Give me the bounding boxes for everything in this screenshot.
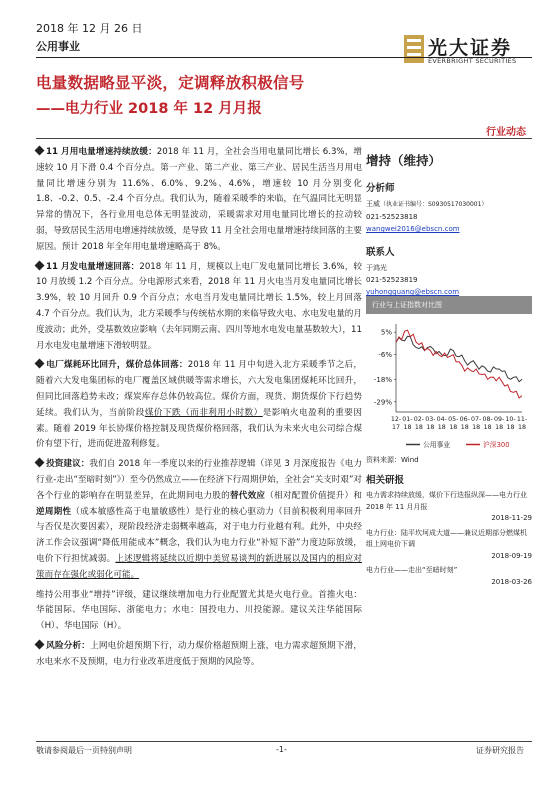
paragraph-power-consumption — [36, 145, 362, 256]
related-date: 2018-03-26 — [491, 577, 532, 586]
bullet-diamond-icon — [35, 260, 45, 270]
paragraph-text: 2018 年 11 月中旬进入北方采暖季节之后，随着六大发电集团标的电厂覆盖区域供暖等需求增长，六大发电集团煤耗环比回升，但同比回落趋势未改；煤炭库存总体仍较高位。煤价方面，现货、期货煤价下行趋势延续。我们认为，当前阶段 — [36, 360, 362, 418]
page-title: 电量数据略显平淡，定调释放积极信号 — [36, 74, 305, 92]
related-item[interactable] — [366, 565, 532, 588]
related-heading: 相关研报 — [366, 475, 405, 486]
related-title: 电力行业：陆平坎坷成大道——兼议近期部分燃煤机组上网电价下调 — [366, 528, 527, 548]
chart-x-tick-label: 05- — [448, 416, 459, 423]
related-date: 2018-09-19 — [491, 551, 532, 560]
analyst-name: 王威 — [366, 200, 380, 208]
related-item[interactable] — [366, 490, 532, 525]
chart-y-tick-label: 5% — [380, 328, 392, 337]
paragraph-lead: 电厂煤耗环比回升，煤价总体回落： — [46, 360, 188, 371]
page-number: -1- — [276, 745, 287, 754]
logo-text-cn: 光大证券 — [428, 37, 513, 59]
chart-x-tick-label: 18 — [483, 424, 492, 431]
logo-mark-icon — [404, 35, 424, 63]
contact-email-link[interactable]: yuhongguang@ebscn.com — [366, 288, 460, 296]
chart-x-tick-label: 18 — [506, 424, 515, 431]
chart-x-tick-label: 18 — [426, 424, 435, 431]
chart-x-tick-label: 12- — [390, 416, 402, 423]
analyst-phone: 021-52523818 — [366, 213, 418, 221]
footer-report-type: 证券研究报告 — [476, 746, 524, 755]
related-date: 2018-11-29 — [491, 514, 532, 522]
chart-title: 行业与上证指数对比图 — [366, 296, 532, 314]
bullet-diamond-icon — [35, 359, 45, 369]
paragraph-power-generation — [36, 260, 362, 355]
bullet-diamond-icon — [35, 146, 45, 156]
bullet-diamond-icon — [35, 458, 45, 468]
analyst-block — [366, 180, 532, 235]
chart-x-tick-label: 17 — [391, 424, 401, 431]
contact-block — [366, 244, 532, 298]
chart-series-line — [396, 330, 522, 398]
paragraph-text: 是影响火电盈利的重要因素。随着 2019 年长协煤价格控制及现货煤价格回落，我们认为未来火电公司综合煤价有望下行，进而促进盈利修复。 — [36, 407, 362, 450]
report-type-tag: 行业动态 — [486, 127, 526, 138]
report-body — [36, 145, 362, 675]
rating: 增持（维持） — [366, 153, 442, 168]
chart-x-tick-label: 11- — [516, 416, 528, 423]
paragraph-coal — [36, 358, 362, 453]
chart-source: 资料来源：Wind — [366, 456, 419, 464]
title-divider — [36, 138, 532, 139]
paragraph-text: 维持公用事业“增持”评级，建议继续增加电力行业配置尤其是火电行业。首推火电：华能国际、华电国际、浙能电力；水电：国投电力、川投能源。建议关注华能国际（H）、华电国际（H）。 — [36, 589, 362, 632]
analyst-cert: （执业证书编号：S0930517030001） — [380, 201, 488, 208]
chart-legend-label: 沪深300 — [483, 441, 510, 449]
bullet-diamond-icon — [35, 639, 45, 649]
analyst-line — [366, 198, 532, 211]
header-divider — [36, 57, 532, 58]
chart-x-tick-label: 02- — [413, 416, 425, 423]
bold-text: 逆周期性 — [36, 506, 72, 517]
chart-x-tick-label: 18 — [517, 424, 527, 431]
chart-x-tick-label: 18 — [403, 424, 412, 431]
related-item[interactable] — [366, 528, 532, 563]
paragraph-text: 上网电价超预期下行，动力煤价格超预期上涨，电力需求超预期下滑，水电来水不及预期，电力行业改革进度低于预期的风险等。 — [36, 640, 362, 667]
chart-x-tick-label: 18 — [472, 424, 481, 431]
report-date: 2018 年 12 月 26 日 — [36, 22, 143, 35]
chart-x-tick-label: 08- — [482, 416, 493, 423]
contact-name: 于鸿光 — [366, 264, 387, 272]
comparison-chart — [366, 296, 532, 454]
underlined-text: 煤价下跌（而非利用小时数） — [144, 407, 263, 418]
paragraph-rating — [36, 588, 362, 635]
paragraph-text: （成本敏感性高于电量敏感性）是行业的核心驱动力（目前积极利用率回升与否仅是次要因素），现阶段经济走弱概率越高，对于电力行业越有利。此外，中央经济工作会议强调“降低用能成本”概念，我们认为电力行业“补短下游”力度边际放缓，电价下行担忧减弱。 — [36, 506, 362, 564]
chart-x-tick-label: 09- — [493, 416, 505, 423]
paragraph-lead: 风险分析： — [46, 640, 91, 651]
chart-y-tick-label: -18% — [373, 375, 392, 384]
chart-x-tick-label: 18 — [437, 424, 446, 431]
chart-x-tick-label: 07- — [471, 416, 482, 423]
chart-series-line — [396, 336, 522, 381]
chart-y-tick-label: -29% — [373, 398, 392, 407]
footer-disclaimer: 敬请参阅最后一页特别声明 — [36, 746, 132, 755]
chart-x-tick-label: 04- — [436, 416, 447, 423]
page-subtitle: ——电力行业 2018 年 12 月月报 — [36, 101, 262, 117]
underlined-text: 上述逻辑将延续以近期中美贸易谈判的新进展以及国内的相应对策而存在强化或弱化可能。 — [36, 553, 362, 580]
paragraph-lead: 投资建议： — [46, 459, 90, 470]
chart-x-tick-label: 10- — [505, 416, 516, 423]
chart-canvas — [366, 314, 532, 454]
paragraph-text: 2018 年 11 月，规模以上电厂发电量同比增长 3.6%，较 10 月放缓 1.2 个百分点。分电源形式来看，2018 年 11 月火电当月发电量同比增长 3.9%，较 10 月回升 0.9 个百分点；水电当月发电量同比增长 1.5%，较上月回落 4.7 个百分点。我们认为，北方采暖季与传统枯水期的来临导致火电、水电发电量的月度波动；此外，受基数效应影响（去年同期云南、四川等地水电发电量基数较大），11 月水电发电量增速下滑较明显。 — [36, 261, 362, 351]
paragraph-lead: 11 月发电量增速回落： — [46, 261, 140, 272]
chart-x-tick-label: 18 — [414, 424, 423, 431]
chart-x-tick-label: 18 — [495, 424, 504, 431]
report-sector: 公用事业 — [36, 40, 80, 53]
related-title: 电力需求持续放缓，煤价下行迭报纵深——电力行业 2018 年 11 月月报 — [366, 491, 527, 511]
chart-x-tick-label: 01- — [402, 416, 413, 423]
chart-x-tick-label: 03- — [425, 416, 436, 423]
paragraph-lead: 11 月用电量增速持续放缓： — [46, 147, 157, 157]
footer-divider — [36, 741, 532, 742]
analyst-heading: 分析师 — [366, 183, 395, 194]
paragraph-risk — [36, 639, 362, 671]
contact-heading: 联系人 — [366, 247, 395, 258]
chart-x-tick-label: 06- — [459, 416, 470, 423]
related-title: 电力行业——走出“至暗时刻” — [366, 566, 458, 574]
chart-y-tick-label: -6% — [378, 351, 392, 360]
chart-legend-label: 公用事业 — [423, 441, 451, 449]
contact-phone: 021-52523819 — [366, 276, 418, 284]
chart-x-tick-label: 18 — [460, 424, 469, 431]
bold-text: 替代效应 — [229, 490, 266, 501]
paragraph-investment — [36, 457, 362, 583]
analyst-email-link[interactable]: wangwei2016@ebscn.com — [366, 225, 460, 233]
paragraph-text: 2018 年 11 月，全社会当用电量同比增长 6.3%，增速较 10 月下滑 0.4 个百分点。第一产业、第二产业、第三产业、居民生活当月用电量同比增速分别为 11.6%、6.0%、9.2%、4.6%，增速较 10 月分别变化 1.8、-0.2、0.5、-2.4 个百分点。我们认为，随着采暖季的来临，在气温同比无明显异常的情况下，各行业用电总体无明显波动，采暖需求对用电量同比增长的拉动较弱，导致居民生活用电增速持续放缓，是导致 11 月全社会用电量增速持续回落的主要原因。预计 2018 年全年用电量增速略高于 8%。 — [36, 147, 362, 252]
paragraph-text: 我们自 2018 年一季度以来的行业推荐逻辑（详见 3 月深度报告《电力行业-走出“至暗时刻”》）至今仍然成立——在经济下行周期伊始，全社会“关支时艰”对各个行业的影响存在明显差异，在此期间电力股的 — [36, 459, 362, 501]
chart-x-tick-label: 18 — [449, 424, 458, 431]
company-logo — [404, 33, 532, 67]
paragraph-text: （相对配置价值提升）和 — [265, 490, 362, 501]
related-reports — [366, 472, 532, 591]
logo-text-en: EVERBRIGHT SECURITIES — [428, 57, 517, 65]
